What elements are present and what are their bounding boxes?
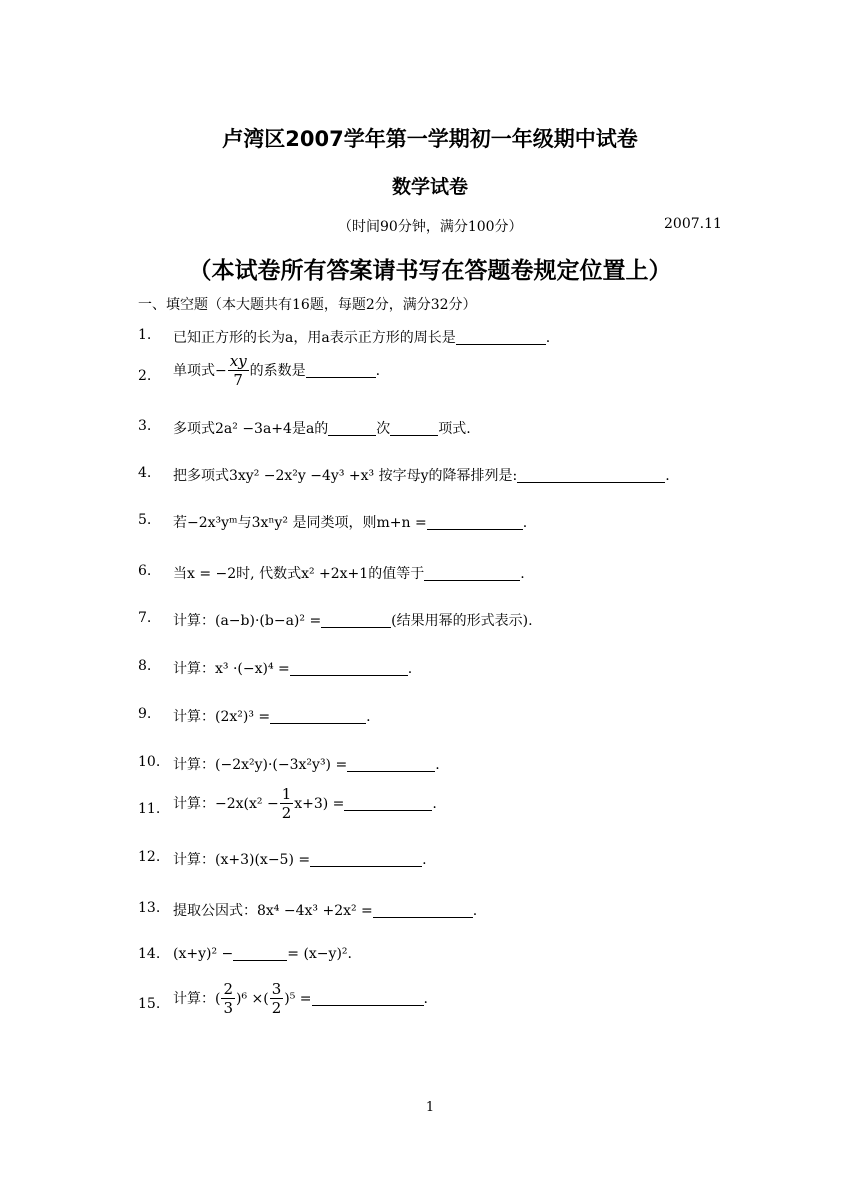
question-end: . [665, 468, 670, 484]
question-number: 6. [138, 563, 152, 579]
question-number: 13. [138, 900, 161, 916]
fraction [280, 787, 294, 821]
question-tail: = (x−y)² [287, 946, 348, 962]
question-end: . [522, 515, 528, 531]
question-9 [173, 706, 371, 726]
question-5 [173, 512, 527, 532]
question-prefix: 单项式− [173, 363, 227, 379]
question-end: . [422, 852, 427, 868]
question-end: . [520, 566, 525, 582]
question-15 [173, 982, 428, 1016]
answer-blank[interactable] [344, 796, 432, 811]
question-end: . [423, 991, 428, 1007]
answer-blank[interactable] [233, 946, 287, 961]
question-number: 10. [138, 754, 161, 770]
question-text: 计算：(x+3)(x−5) = [173, 852, 311, 868]
exam-title: 卢湾区2007学年第一学期初一年级期中试卷 [222, 127, 638, 151]
question-end: . [375, 363, 381, 379]
question-text: (x+y)² − [173, 946, 234, 962]
question-text: 计算：(a−b)·(b−a)² = [173, 613, 322, 629]
answer-notice: （本试卷所有答案请书写在答题卷规定位置上） [188, 258, 672, 284]
question-number: 8. [138, 658, 152, 674]
question-number: 14. [138, 946, 161, 962]
exam-time-info: （时间90分钟，满分100分） [338, 219, 523, 235]
answer-blank[interactable] [310, 852, 422, 867]
fraction [270, 982, 284, 1016]
answer-blank[interactable] [347, 757, 435, 772]
question-10 [173, 754, 440, 774]
question-6 [173, 563, 525, 583]
question-text: 若−2x³yᵐ与3xⁿy² 是同类项，则m+n = [173, 515, 427, 531]
answer-blank[interactable] [306, 363, 376, 378]
question-end: . [472, 903, 478, 919]
answer-blank[interactable] [517, 468, 665, 483]
question-text: 计算：x³ ·(−x)⁴ = [173, 661, 290, 677]
answer-blank[interactable] [424, 566, 520, 581]
question-1 [173, 327, 550, 347]
question-number: 1. [138, 327, 152, 343]
answer-blank[interactable] [456, 330, 546, 345]
fraction-denominator: 3 [223, 999, 234, 1017]
fraction-numerator: 2 [223, 980, 234, 998]
question-text: )⁵ = [284, 991, 312, 1007]
question-2 [173, 354, 380, 388]
page-number: 1 [425, 1100, 435, 1115]
question-number: 11. [138, 801, 161, 817]
exam-date: 2007.11 [664, 216, 722, 232]
question-text: 计算：(−2x²y)·(−3x²y³) = [173, 757, 348, 773]
answer-blank[interactable] [373, 903, 473, 918]
question-prefix: 计算：−2x(x² − [173, 796, 279, 812]
question-text: 已知正方形的长为a，用a表示正方形的周长是 [173, 330, 456, 346]
question-mid: )⁶ ×( [236, 991, 269, 1007]
question-number: 3. [138, 418, 152, 434]
fraction-denominator: 2 [271, 999, 282, 1017]
question-number: 4. [138, 465, 152, 481]
question-13 [173, 900, 477, 920]
fraction-denominator: 2 [281, 804, 292, 822]
question-end: . [407, 661, 413, 677]
question-end: . [432, 796, 437, 812]
question-text: 把多项式3xy² −2x²y −4y³ +x³ 按字母y的降幂排列是: [173, 468, 518, 484]
fraction-numerator: xy [229, 352, 247, 370]
fraction-numerator: 1 [281, 785, 292, 803]
question-prefix: 计算：( [173, 991, 221, 1007]
fraction [221, 982, 235, 1016]
question-text: 多项式2a² −3a+4是a的 [173, 421, 329, 437]
answer-blank[interactable] [427, 515, 523, 530]
question-4 [173, 465, 670, 485]
fraction-denominator: 7 [233, 371, 243, 389]
question-number: 2. [138, 368, 152, 384]
question-end: . [528, 613, 533, 629]
question-text: 计算：(2x²)³ = [173, 709, 271, 725]
question-7 [173, 610, 533, 630]
question-number: 7. [138, 610, 152, 626]
question-end: . [347, 946, 352, 962]
answer-blank[interactable] [390, 421, 438, 436]
answer-blank[interactable] [312, 991, 424, 1006]
question-text: x+3) = [294, 796, 345, 812]
question-tail: (结果用幂的形式表示) [391, 613, 529, 629]
fraction [228, 354, 249, 388]
question-number: 9. [138, 706, 152, 722]
question-text: 当x = −2时, 代数式x² +2x+1的值等于 [173, 566, 425, 582]
answer-blank[interactable] [270, 709, 366, 724]
question-end: . [366, 709, 371, 725]
question-end: . [435, 757, 440, 773]
fraction-numerator: 3 [271, 980, 282, 998]
question-text: 提取公因式：8x⁴ −4x³ +2x² = [173, 903, 373, 919]
question-end: . [545, 330, 551, 346]
question-14 [173, 946, 352, 962]
answer-blank[interactable] [328, 421, 376, 436]
question-8 [173, 658, 412, 678]
question-mid: 次 [376, 421, 391, 437]
question-3 [173, 418, 471, 438]
section-heading: 一、填空题（本大题共有16题，每题2分，满分32分） [138, 297, 477, 313]
question-12 [173, 849, 427, 869]
question-11 [173, 787, 437, 821]
question-text: 的系数是 [249, 363, 306, 379]
question-tail: 项式 [438, 421, 467, 437]
answer-blank[interactable] [290, 661, 408, 676]
question-number: 15. [138, 996, 161, 1012]
question-number: 12. [138, 849, 161, 865]
question-end: . [466, 421, 471, 437]
answer-blank[interactable] [321, 613, 391, 628]
question-number: 5. [138, 512, 152, 528]
exam-subtitle: 数学试卷 [391, 176, 468, 198]
